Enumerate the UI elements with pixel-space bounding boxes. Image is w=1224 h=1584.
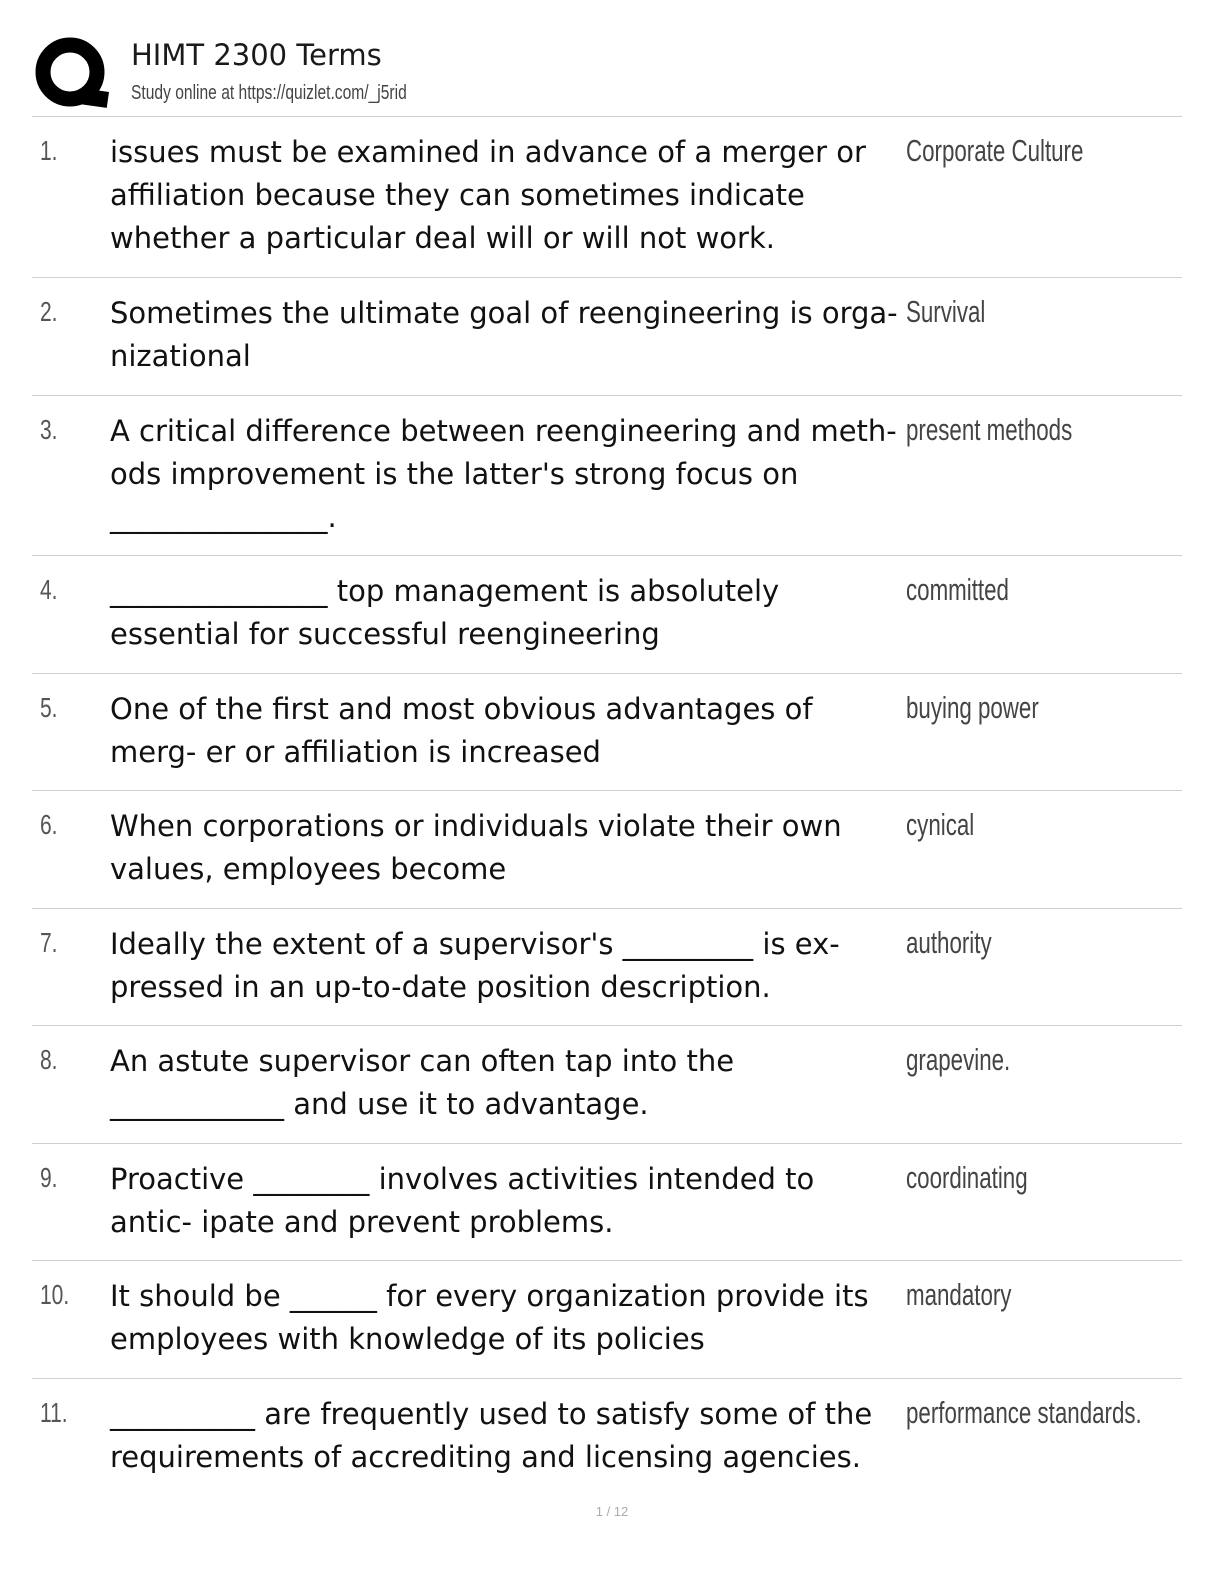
card-term: When corporations or individuals violate their own values, employees become	[110, 809, 842, 886]
page-number: 1 / 12	[595, 1504, 629, 1519]
term-card	[32, 1143, 1182, 1260]
term-card	[32, 395, 1182, 555]
card-term: An astute supervisor can often tap into the ____________ and use it to advantage.	[110, 1044, 735, 1121]
card-number: 7.	[40, 927, 58, 958]
card-definition: present methods	[906, 412, 1073, 447]
term-card	[32, 1378, 1182, 1496]
term-card	[32, 555, 1182, 673]
term-card	[32, 1260, 1182, 1378]
card-definition: performance standards.	[906, 1395, 1142, 1430]
card-number: 10.	[40, 1279, 70, 1310]
card-definition: mandatory	[906, 1277, 1012, 1312]
card-number: 8.	[40, 1044, 58, 1075]
card-term: Ideally the extent of a supervisor's _________ is ex- pressed in an up-to-date position description.	[110, 927, 840, 1004]
card-term: One of the first and most obvious advantages of merg- er or affiliation is increased	[110, 692, 813, 769]
page-title: HIMT 2300 Terms	[131, 38, 382, 72]
card-number: 9.	[40, 1162, 58, 1193]
card-number: 5.	[40, 692, 58, 723]
term-card	[32, 277, 1182, 395]
term-card	[32, 1025, 1182, 1143]
card-definition: Corporate Culture	[906, 133, 1084, 168]
card-term: Proactive ________ involves activities intended to antic- ipate and prevent problems.	[110, 1162, 815, 1239]
card-number: 3.	[40, 414, 58, 445]
header	[32, 34, 1182, 114]
card-number: 4.	[40, 574, 58, 605]
card-term: __________ are frequently used to satisfy some of the requirements of accrediting and licensing agencies.	[110, 1397, 873, 1474]
card-definition: authority	[906, 925, 992, 960]
card-definition: grapevine.	[906, 1042, 1011, 1077]
term-card	[32, 790, 1182, 908]
card-definition: buying power	[906, 690, 1039, 725]
card-term: It should be ______ for every organization provide its employees with knowledge of its policies	[110, 1279, 869, 1356]
card-definition: cynical	[906, 807, 975, 842]
term-list	[32, 116, 1182, 1496]
term-card	[32, 116, 1182, 277]
card-definition: committed	[906, 572, 1009, 607]
study-link[interactable]: Study online at https://quizlet.com/_j5rid	[131, 82, 407, 104]
card-number: 6.	[40, 809, 58, 840]
term-card	[32, 673, 1182, 790]
card-term: issues must be examined in advance of a merger or affiliation because they can sometimes indicate whether a particular deal will or will not work.	[110, 135, 866, 255]
card-number: 1.	[40, 135, 58, 166]
card-term: A critical difference between reengineering and meth- ods improvement is the latter's strong focus on _______________.	[110, 414, 897, 534]
card-number: 2.	[40, 296, 58, 327]
card-number: 11.	[40, 1397, 68, 1428]
quizlet-logo-icon	[32, 34, 112, 114]
card-term: _______________ top management is absolutely essential for successful reengineering	[110, 574, 780, 651]
card-term: Sometimes the ultimate goal of reengineering is orga- nizational	[110, 296, 898, 373]
card-definition: Survival	[906, 294, 986, 329]
card-definition: coordinating	[906, 1160, 1028, 1195]
term-card	[32, 908, 1182, 1025]
